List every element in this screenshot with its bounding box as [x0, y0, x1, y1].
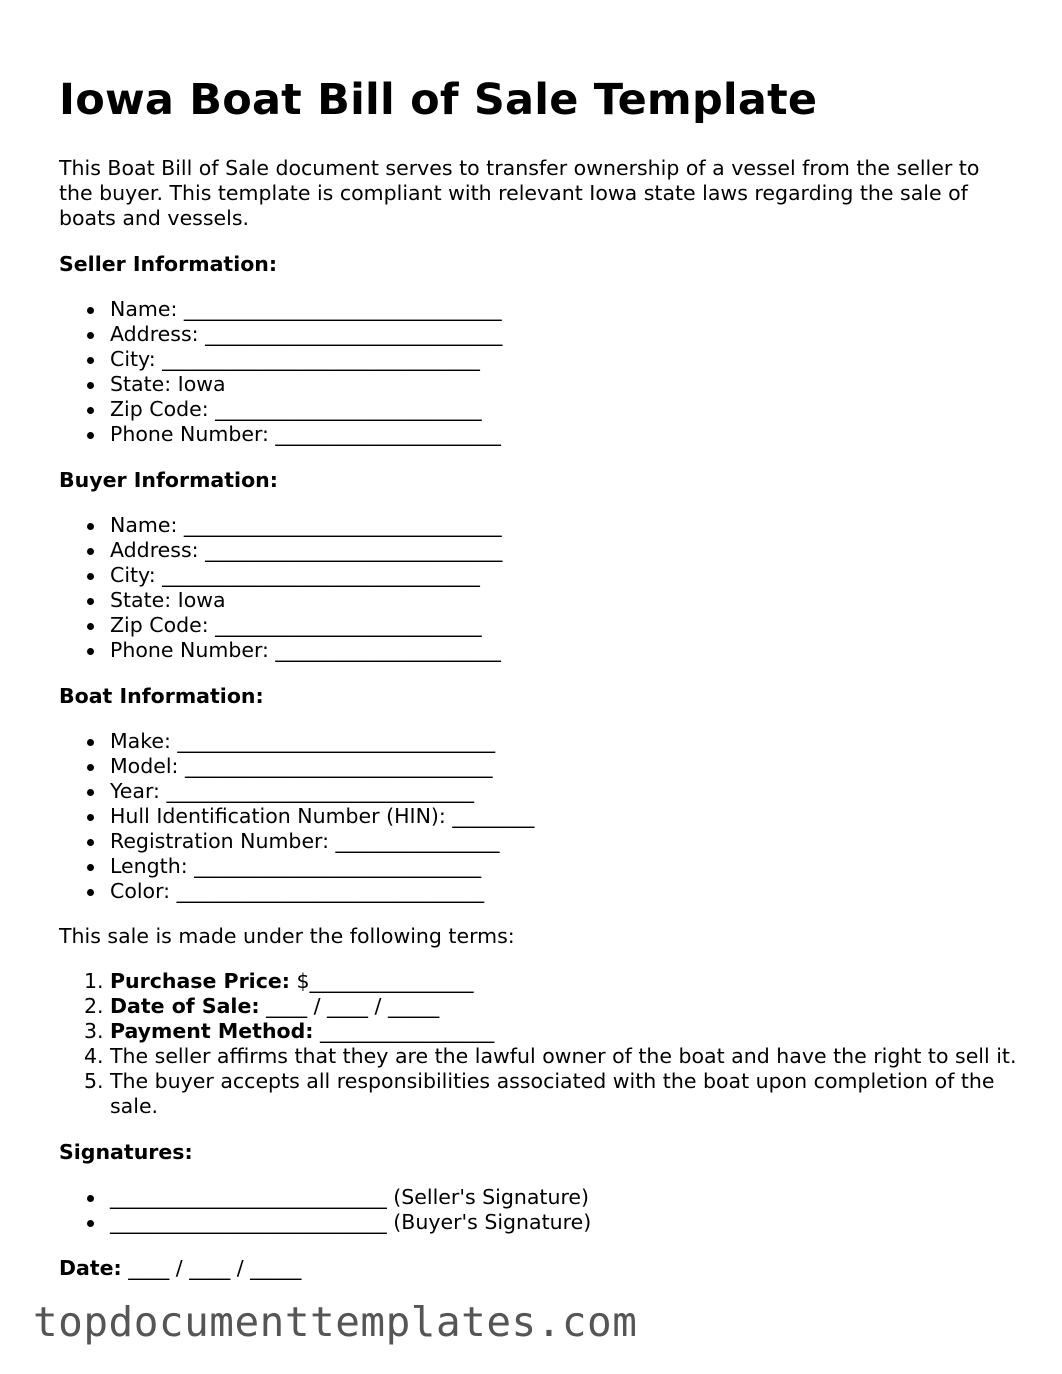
terms-intro: This sale is made under the following terms:: [59, 924, 515, 948]
term-label: Purchase Price:: [110, 969, 290, 993]
term-item: [59, 1069, 1019, 1119]
seller-city-field: City: _______________________________: [85, 347, 1019, 372]
boat-registration-field: Registration Number: ________________: [85, 829, 1019, 854]
terms-list: [59, 969, 1019, 1119]
seller-address-field: Address: _____________________________: [85, 322, 1019, 347]
seller-name-field: Name: _______________________________: [85, 297, 1019, 322]
boat-make-field: Make: _______________________________: [85, 729, 1019, 754]
term-number: 3.: [84, 1019, 104, 1043]
buyer-city-field: City: _______________________________: [85, 563, 1019, 588]
watermark: topdocumenttemplates.com: [33, 1298, 638, 1346]
term-label: Payment Method:: [110, 1019, 314, 1043]
term-item: [59, 969, 1019, 994]
term-number: 1.: [84, 969, 104, 993]
seller-phone-field: Phone Number: ______________________: [85, 422, 1019, 447]
document-page: [59, 72, 1019, 1281]
term-number: 2.: [84, 994, 104, 1018]
boat-model-field: Model: ______________________________: [85, 754, 1019, 779]
boat-length-field: Length: ____________________________: [85, 854, 1019, 879]
seller-state-field: State: Iowa: [85, 372, 1019, 397]
boat-fields: [59, 729, 1019, 904]
buyer-phone-field: Phone Number: ______________________: [85, 638, 1019, 663]
date-label: Date:: [59, 1256, 122, 1280]
term-item: [59, 1044, 1019, 1069]
seller-signature-line: ___________________________ (Seller's Signature): [85, 1185, 1019, 1210]
term-text: $________________: [289, 969, 474, 993]
boat-color-field: Color: ______________________________: [85, 879, 1019, 904]
term-text: The seller affirms that they are the lawful owner of the boat and have the right to sell it.: [110, 1044, 1017, 1068]
seller-fields: [59, 297, 1019, 447]
term-text: ____ / ____ / _____: [259, 994, 440, 1018]
buyer-state-field: State: Iowa: [85, 588, 1019, 613]
buyer-heading: Buyer Information:: [59, 468, 278, 492]
term-text: _________________: [313, 1019, 495, 1043]
term-number: 5.: [84, 1069, 104, 1093]
document-title: Iowa Boat Bill of Sale Template: [59, 75, 818, 125]
seller-heading: Seller Information:: [59, 252, 278, 276]
signature-fields: [59, 1185, 1019, 1235]
seller-zip-field: Zip Code: __________________________: [85, 397, 1019, 422]
term-number: 4.: [84, 1044, 104, 1068]
date-value: ____ / ____ / _____: [121, 1256, 302, 1280]
buyer-address-field: Address: _____________________________: [85, 538, 1019, 563]
buyer-zip-field: Zip Code: __________________________: [85, 613, 1019, 638]
buyer-fields: [59, 513, 1019, 663]
term-item: [59, 1019, 1019, 1044]
boat-heading: Boat Information:: [59, 684, 264, 708]
signatures-heading: Signatures:: [59, 1140, 193, 1164]
date-line: [59, 1256, 1019, 1281]
boat-hin-field: Hull Identification Number (HIN): ________: [85, 804, 1019, 829]
term-label: Date of Sale:: [110, 994, 260, 1018]
term-text: The buyer accepts all responsibilities associated with the boat upon completion of the sale.: [110, 1069, 995, 1118]
intro-paragraph: This Boat Bill of Sale document serves to transfer ownership of a vessel from the seller to the buyer. This template is compliant with relevant Iowa state laws regarding the sale of boats and vessels.: [59, 156, 980, 230]
buyer-name-field: Name: _______________________________: [85, 513, 1019, 538]
boat-year-field: Year: ______________________________: [85, 779, 1019, 804]
term-item: [59, 994, 1019, 1019]
buyer-signature-line: ___________________________ (Buyer's Signature): [85, 1210, 1019, 1235]
